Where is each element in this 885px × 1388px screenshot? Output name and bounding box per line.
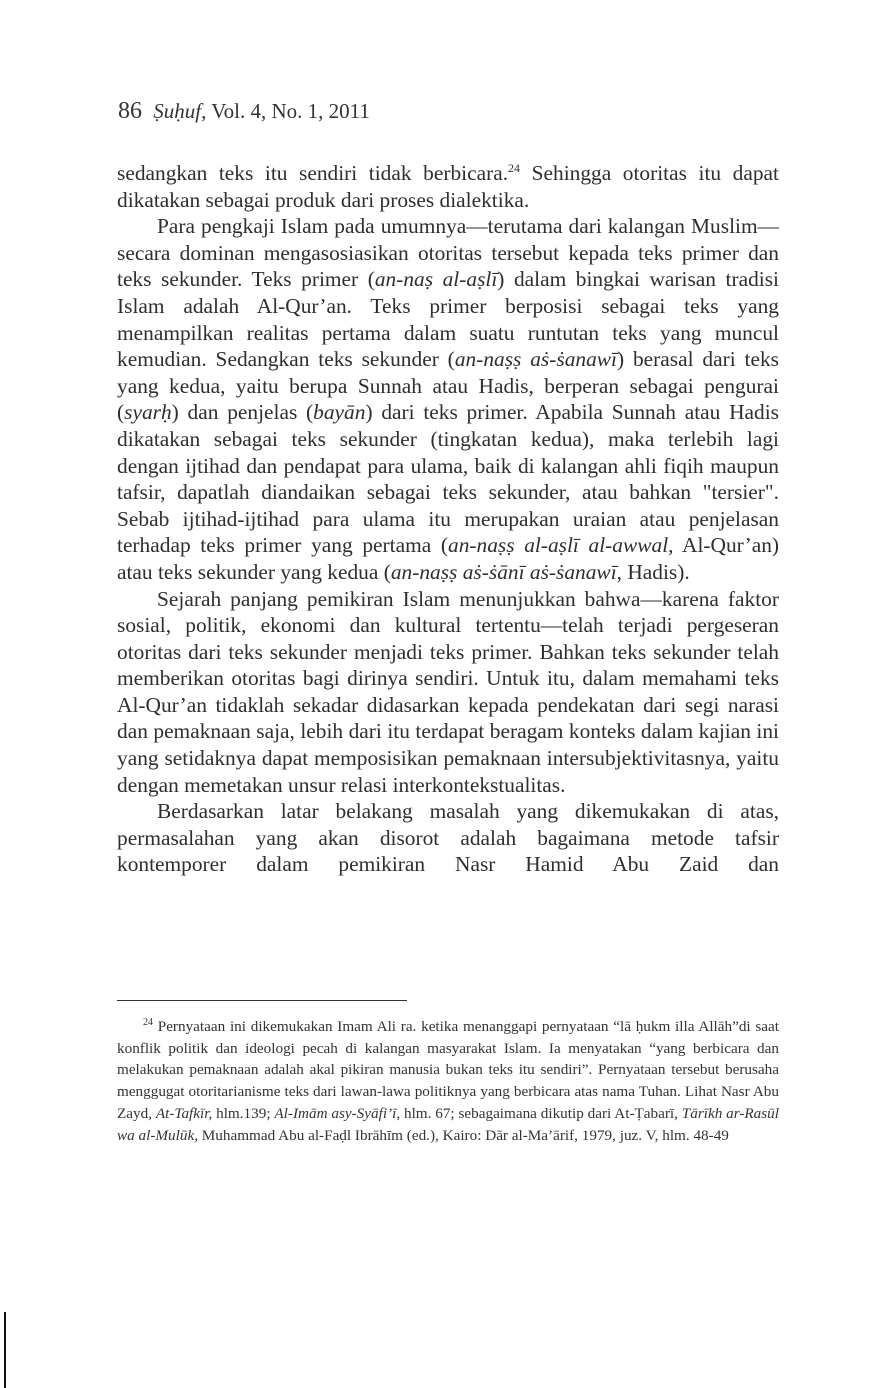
paragraph-4: Berdasarkan latar belakang masalah yang dikemukakan di atas, permasalahan yang akan disorot adalah bagaimana metode tafsir kontemporer dalam pemikiran Nasr Hamid Abu Zaid dan [117,799,779,877]
footnote-divider [117,1000,407,1001]
page-number: 86 [118,98,142,124]
paragraph-2: Para pengkaji Islam pada umumnya—terutama dari kalangan Muslim— secara dominan mengasosiasikan otoritas tersebut kepada teks primer dan teks sekunder. Teks primer (an-naṣ al-aṣlī) dalam bingkai warisan tradisi Islam adalah Al-Qur’an. Teks primer berposisi sebagai teks yang menampilkan realitas pertama dalam suatu runtutan teks yang muncul kemudian. Sedangkan teks sekunder (an-naṣṣ aṡ-ṡanawī) berasal dari teks yang kedua, yaitu berupa Sunnah atau Hadis, berperan sebagai pengurai (syarḥ) dan penjelas (bayān) dari teks primer. Apabila Sunnah atau Hadis dikatakan sebagai teks sekunder (tingkatan kedua), maka terlebih lagi dengan ijtihad dan pendapat para ulama, baik di kalangan ahli fiqih maupun tafsir, dapatlah diandaikan sebagai teks sekunder, atau bahkan "tersier". Sebab ijtihad-ijtihad para ulama itu merupakan uraian atau penjelasan terhadap teks primer yang pertama (an-naṣṣ al-aṣlī al-awwal, Al-Qur’an) atau teks sekunder yang kedua (an-naṣṣ aṡ-ṡānī aṡ-ṡanawī, Hadis). [117,214,780,584]
journal-volume: Vol. 4, No. 1, 2011 [211,99,370,123]
running-header [118,98,370,125]
journal-title: Ṣuḥuf, [153,99,207,123]
scan-edge-mark [4,1312,6,1388]
body-text [117,160,779,878]
footnote-24: $^{24}$ Pernyataan ini dikemukakan Imam Ali ra. ketika menanggapi pernyataan “lā ḥukm illa Allāh”di saat konflik politik dan ideologi pecah di kalangan masyarakat Islam. Ia menyatakan “yang berbicara dan melakukan pemaknaan adalah akal pikiran manusia bukan teks itu sendiri”. Pernyataan tersebut berusaha menggugat otoritarianisme teks dari lawan-lawa politiknya yang berbicara atas nama Tuhan. Lihat Nasr Abu Zayd, At-Tafkīr, hlm.139; Al-Imām asy-Syāfi’ī, hlm. 67; sebagaimana dikutip dari At-Ṭabarī, Tārīkh ar-Rasūl wa al-Mulūk, Muhammad Abu al-Faḍl Ibrāhīm (ed.), Kairo: Dār al-Ma’ārif, 1979, juz. V, hlm. 48-49 [117,1016,779,1144]
footnote-number: 24 [143,1016,153,1028]
footnote-ref: 24 [508,160,521,175]
paragraph-1: sedangkan teks itu sendiri tidak berbicara.$^{24}$ Sehingga otoritas itu dapat dikatakan sebagai produk dari proses dialektika. [117,160,779,212]
paragraph-3: Sejarah panjang pemikiran Islam menunjukkan bahwa—karena faktor sosial, politik, ekonomi dan kultural tertentu—telah terjadi pergeseran otoritas dari teks sekunder menjadi teks primer. Bahkan teks sekunder telah memberikan otoritas bagi dirinya sendiri. Untuk itu, dalam memahami teks Al-Qur’an tidaklah sekadar didasarkan kepada pendekatan dari segi narasi dan pemaknaan saja, lebih dari itu terdapat beragam konteks dalam kajian ini yang setidaknya dapat memposisikan pemaknaan intersubjektivitasnya, yaitu dengan memetakan unsur relasi interkontekstualitas. [117,586,779,797]
